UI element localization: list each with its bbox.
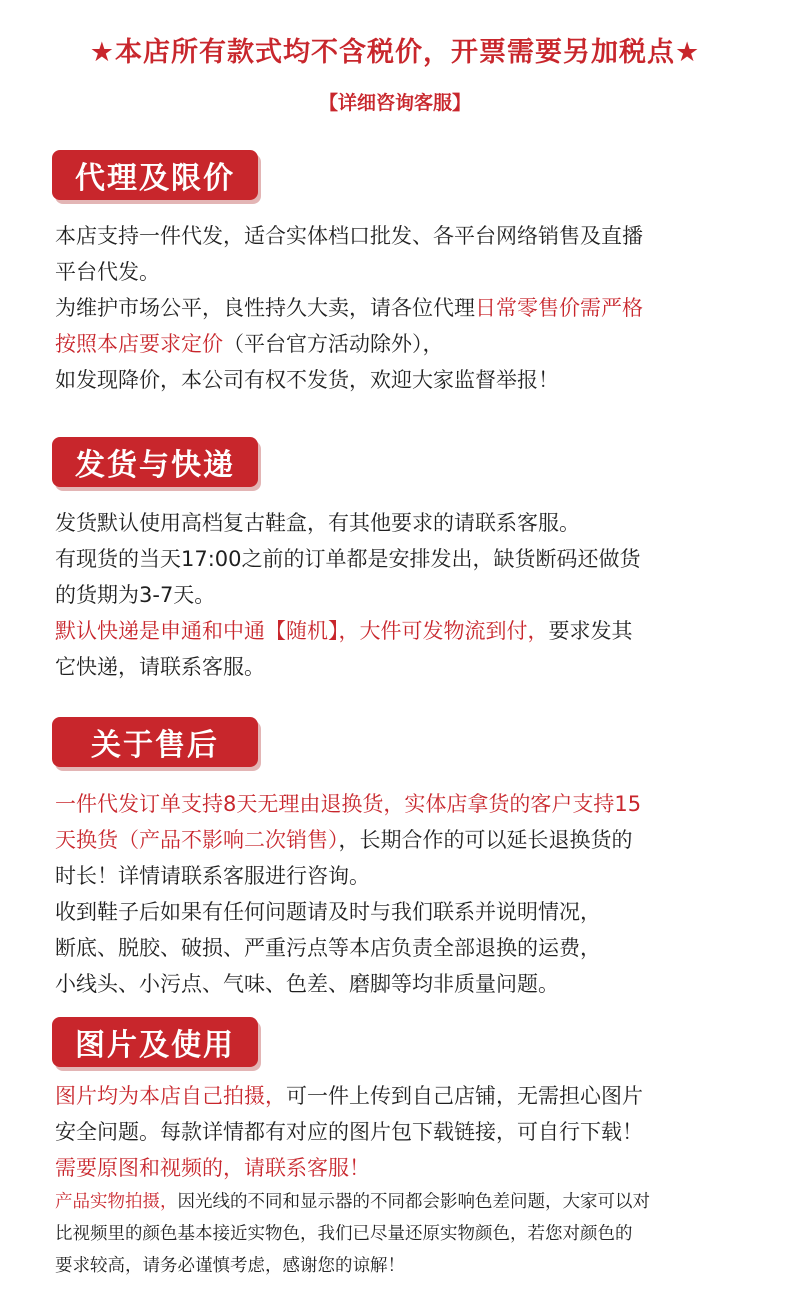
text-line [55, 326, 755, 362]
text-line [55, 966, 755, 1002]
text-line [55, 786, 755, 822]
body-text: （平台官方活动除外）， [223, 332, 444, 356]
body-text: 因光线的不同和显示器的不同都会影响色差问题，大家可以对 [177, 1192, 650, 1212]
body-text: 要求较高，请务必谨慎考虑，感谢您的谅解！ [55, 1256, 405, 1276]
text-line [55, 218, 755, 254]
text-line [55, 505, 755, 541]
highlight-text: 产品实物拍摄， [55, 1192, 178, 1212]
body-text: 小线头、小污点、气味、色差、磨脚等均非质量问题。 [55, 972, 559, 996]
body-text: 发货默认使用高档复古鞋盒，有其他要求的请联系客服。 [55, 511, 580, 535]
body-text: 平台代发。 [55, 260, 160, 284]
text-line [55, 1078, 755, 1114]
text-line [55, 822, 755, 858]
section-body-shipping [55, 505, 755, 685]
body-text: 如发现降价，本公司有权不发货，欢迎大家监督举报！ [55, 368, 559, 392]
highlight-text: 需要原图和视频的，请联系客服！ [55, 1156, 370, 1180]
body-text: 本店支持一件代发，适合实体档口批发、各平台网络销售及直播 [55, 224, 643, 248]
highlight-text: 日常零售价需严格 [475, 296, 643, 320]
section-heading-shipping: 发货与快递 [52, 437, 258, 487]
text-line [55, 1250, 755, 1282]
section-body-aftersales [55, 786, 755, 1002]
text-line [55, 1114, 755, 1150]
highlight-text: 天换货（产品不影响二次销售） [55, 828, 339, 852]
body-text: 为维护市场公平，良性持久大卖，请各位代理 [55, 296, 475, 320]
text-line [55, 1218, 755, 1250]
body-text: 有现货的当天17:00之前的订单都是安排发出，缺货断码还做货 [55, 547, 641, 571]
body-text: 断底、脱胶、破损、严重污点等本店负责全部退换的运费， [55, 936, 601, 960]
text-line [55, 1150, 755, 1186]
body-text: 比视频里的颜色基本接近实物色，我们已尽量还原实物颜色，若您对颜色的 [55, 1224, 633, 1244]
body-text: 时长！详情请联系客服进行咨询。 [55, 864, 370, 888]
body-text: ，长期合作的可以延长退换货的 [338, 828, 633, 852]
highlight-text: 按照本店要求定价 [55, 332, 223, 356]
text-line [55, 894, 755, 930]
text-line [55, 649, 755, 685]
text-line [55, 577, 755, 613]
section-body-images [55, 1078, 755, 1186]
section-body-agency [55, 218, 755, 398]
text-line [55, 362, 755, 398]
body-text: 要求发其 [548, 619, 633, 643]
body-text: 可一件上传到自己店铺，无需担心图片 [286, 1084, 643, 1108]
body-text: 收到鞋子后如果有任何问题请及时与我们联系并说明情况， [55, 900, 601, 924]
body-text: 它快递，请联系客服。 [55, 655, 265, 679]
header-subtitle: 【详细咨询客服】 [318, 92, 471, 114]
highlight-text: 默认快递是申通和中通【随机】，大件可发物流到付， [55, 619, 549, 643]
section-heading-aftersales: 关于售后 [52, 717, 258, 767]
section-heading-agency: 代理及限价 [52, 150, 258, 200]
highlight-text: 一件代发订单支持8天无理由退换货，实体店拿货的客户支持15 [55, 792, 642, 816]
text-line [55, 930, 755, 966]
text-line [55, 613, 755, 649]
text-line [55, 1186, 755, 1218]
highlight-text: 图片均为本店自己拍摄， [55, 1084, 286, 1108]
section-note-images [55, 1186, 755, 1282]
body-text: 的货期为3-7天。 [55, 583, 216, 607]
text-line [55, 290, 755, 326]
text-line [55, 254, 755, 290]
text-line [55, 541, 755, 577]
section-heading-images: 图片及使用 [52, 1017, 258, 1067]
text-line [55, 858, 755, 894]
header-title: ★本店所有款式均不含税价，开票需要另加税点★ [89, 37, 701, 68]
body-text: 安全问题。每款详情都有对应的图片包下载链接，可自行下载！ [55, 1120, 643, 1144]
